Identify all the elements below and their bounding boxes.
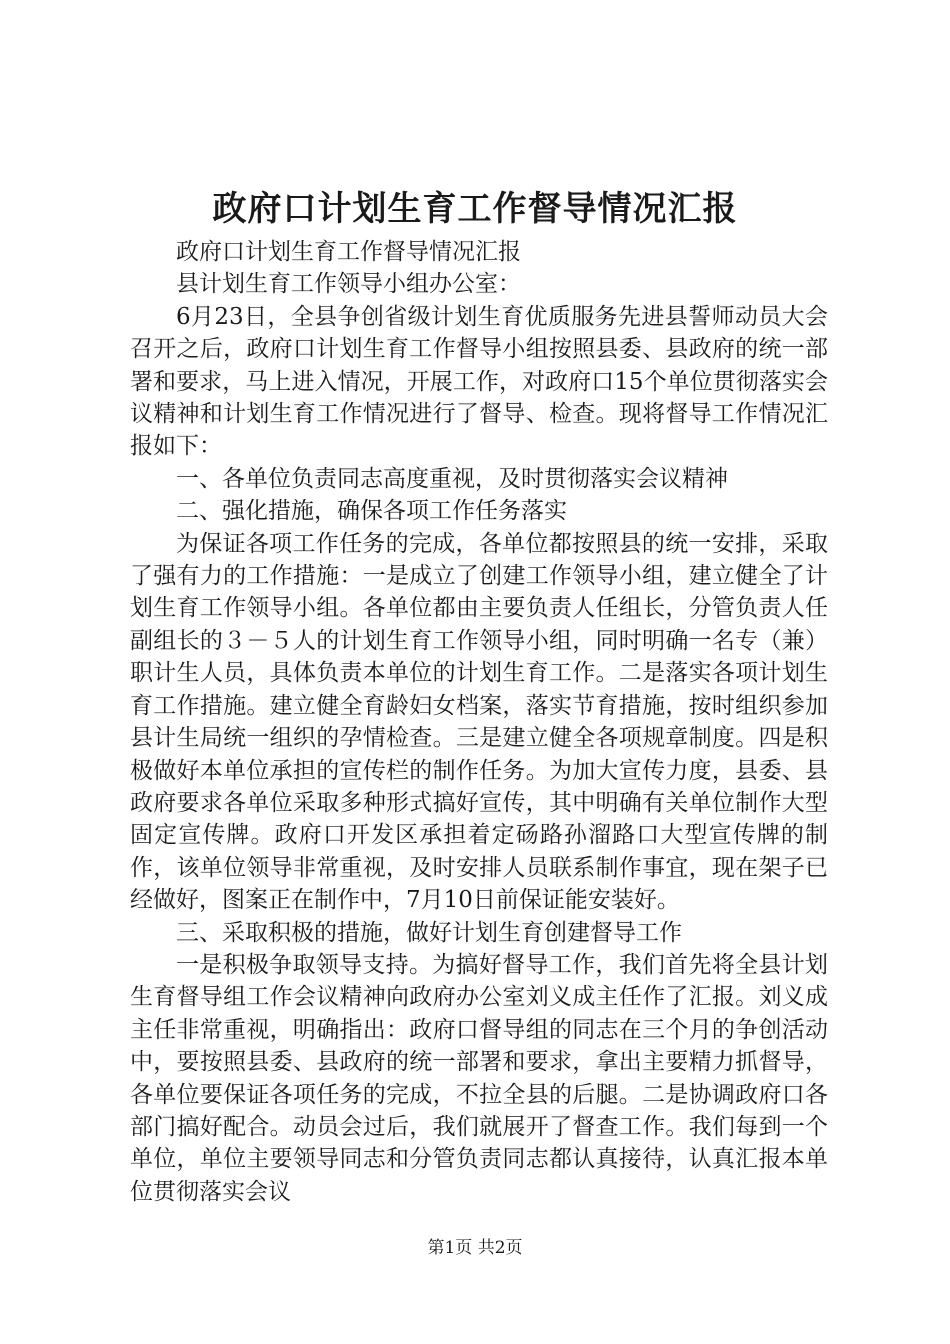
section-heading-1: 一、各单位负责同志高度重视，及时贯彻落实会议精神 <box>176 465 728 492</box>
paragraph-addressee: 县计划生育工作领导小组办公室： <box>176 271 521 298</box>
section-heading-3: 三、采取积极的措施，做好计划生育创建督导工作 <box>176 919 682 946</box>
paragraph-measures: 为保证各项工作任务的完成，各单位都按照县的统一安排，采取了强有力的工作措施：一是成立了创建工作领导小组，建立健全了计划生育工作领导小组。各单位都由主要负责人任组长，分管负责人任副组长的３－５人的计划生育工作领导小组，同时明确一名专（兼）职计生人员，具体负责本单位的计划生育工作。二是落实各项计划生育工作措施。建立健全育龄妇女档案，落实节育措施，按时组织参加县计生局统一组织的孕情检查。三是建立健全各项规章制度。四是积极做好本单位承担的宣传栏的制作任务。为加大宣传力度，县委、县政府要求各单位采取多种形式搞好宣传，其中明确有关单位制作大型固定宣传牌。政府口开发区承担着定砀路孙溜路口大型宣传牌的制作，该单位领导非常重视，及时安排人员联系制作事宜，现在架子已经做好，图案正在制作中，7月10日前保证能安装好。 <box>130 530 828 914</box>
paragraph-intro: 6月23日，全县争创省级计划生育优质服务先进县誓师动员大会召开之后，政府口计划生育工作督导小组按照县委、县政府的统一部署和要求，马上进入情况，开展工作，对政府口15个单位贯彻落实会议精神和计划生育工作情况进行了督导、检查。现将督导工作情况汇报如下： <box>130 303 828 460</box>
paragraph-heading-repeat: 政府口计划生育工作督导情况汇报 <box>176 239 521 265</box>
document-title: 政府口计划生育工作督导情况汇报 <box>212 189 738 229</box>
page-number-footer: 第1页 共2页 <box>427 1238 523 1258</box>
section-heading-2: 二、强化措施，确保各项工作任务落实 <box>176 498 567 525</box>
document-body <box>130 236 828 1208</box>
paragraph-supervision: 一是积极争取领导支持。为搞好督导工作，我们首先将全县计划生育督导组工作会议精神向政府办公室刘义成主任作了汇报。刘义成主任非常重视，明确指出：政府口督导组的同志在三个月的争创活动中，要按照县委、县政府的统一部署和要求，拿出主要精力抓督导，各单位要保证各项任务的完成，不拉全县的后腿。二是协调政府口各部门搞好配合。动员会过后，我们就展开了督查工作。我们每到一个单位，单位主要领导同志和分管负责同志都认真接待，认真汇报本单位贯彻落实会议 <box>130 951 828 1205</box>
